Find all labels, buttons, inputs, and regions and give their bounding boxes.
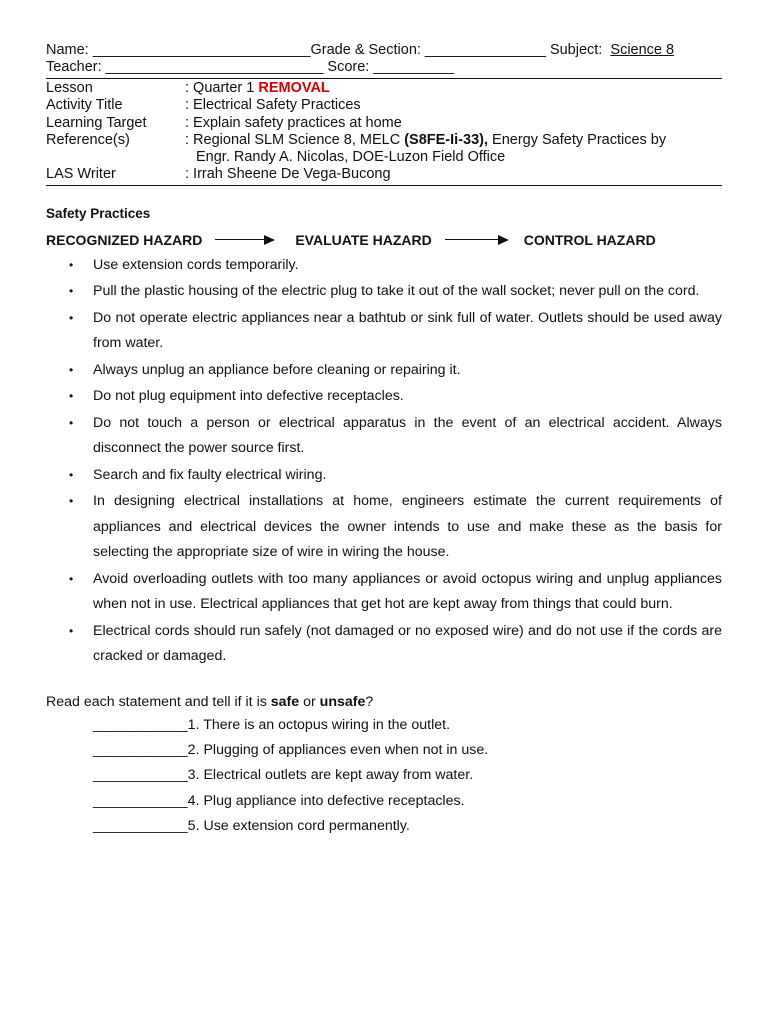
- melc-code: (S8FE-Ii-33),: [404, 131, 489, 148]
- grade-section-field[interactable]: Grade & Section: _______________: [310, 42, 546, 58]
- activity-row: [46, 97, 722, 114]
- bullet-icon: •: [69, 362, 74, 377]
- quiz-items: [93, 713, 722, 839]
- list-item: • Pull the plastic housing of the electric plug to take it out of the wall socket; never pull on the cord.: [46, 279, 722, 305]
- header-line-1: [46, 42, 722, 59]
- safety-practices-list: [46, 253, 722, 670]
- lesson-key: Lesson: [46, 80, 93, 96]
- writer-key: LAS Writer: [46, 166, 116, 183]
- list-item: • Use extension cords temporarily.: [46, 253, 722, 279]
- unsafe-word: unsafe: [319, 693, 366, 710]
- removal-label: REMOVAL: [258, 80, 330, 96]
- bullet-icon: •: [69, 257, 74, 272]
- bullet-icon: •: [69, 310, 74, 325]
- reference-key: Reference(s): [46, 131, 130, 148]
- target-key: Learning Target: [46, 114, 147, 131]
- arrow-right-icon: [215, 234, 275, 246]
- subject-label: Subject:: [549, 42, 603, 58]
- list-item: • Always unplug an appliance before cleaning or repairing it.: [46, 358, 722, 384]
- lesson-row: [46, 80, 722, 97]
- lesson-info: [46, 80, 722, 184]
- target-row: [46, 115, 722, 132]
- list-item: • Search and fix faulty electrical wiring.: [46, 463, 722, 489]
- reference-value-tail: Energy Safety Practices by: [488, 131, 667, 148]
- list-item: • Do not plug equipment into defective receptacles.: [46, 384, 722, 410]
- bullet-icon: •: [69, 467, 74, 482]
- list-item: • Do not touch a person or electrical apparatus in the event of an electrical accident. Always disconnect the power source first.: [46, 411, 722, 462]
- teacher-field[interactable]: Teacher: ___________________________: [46, 59, 324, 75]
- activity-value: : Electrical Safety Practices: [185, 97, 361, 114]
- target-value: : Explain safety practices at home: [185, 114, 402, 131]
- quiz-item[interactable]: ____________2. Plugging of appliances even when not in use.: [93, 742, 489, 759]
- list-item: • In designing electrical installations at home, engineers estimate the current requirements of appliances and electrical devices the owner intends to use and make these as the basis for selecting the appropriate size of wire in wiring the house.: [46, 489, 722, 566]
- writer-value: : Irrah Sheene De Vega-Bucong: [185, 166, 391, 183]
- bullet-icon: •: [69, 284, 74, 299]
- quiz-item[interactable]: ____________4. Plug appliance into defective receptacles.: [93, 792, 465, 809]
- reference-cont-text: Engr. Randy A. Nicolas, DOE-Luzon Field Office: [196, 149, 506, 166]
- quiz-item[interactable]: ____________1. There is an octopus wiring in the outlet.: [93, 716, 451, 733]
- flow-evaluate: EVALUATE HAZARD: [295, 231, 432, 248]
- hazard-flow: [46, 232, 722, 248]
- reference-row: [46, 132, 722, 149]
- bottom-rule: [46, 185, 722, 186]
- lesson-value: : Quarter 1: [185, 80, 259, 96]
- bullet-icon: •: [69, 415, 74, 430]
- top-rule: [46, 78, 722, 79]
- name-field[interactable]: Name: ___________________________: [46, 42, 311, 58]
- section-title: Safety Practices: [46, 205, 151, 221]
- bullet-icon: •: [69, 494, 74, 509]
- flow-control: CONTROL HAZARD: [523, 231, 656, 248]
- activity-key: Activity Title: [46, 97, 123, 114]
- writer-row: [46, 166, 722, 183]
- bullet-icon: •: [69, 571, 74, 586]
- quiz-item[interactable]: ____________3. Electrical outlets are kept away from water.: [93, 767, 474, 784]
- header-line-2: [46, 59, 722, 76]
- bullet-icon: •: [69, 623, 74, 638]
- safe-word: safe: [270, 693, 300, 710]
- quiz-instructions: Read each statement and tell if it is safe or unsafe?: [46, 693, 374, 710]
- score-field[interactable]: Score: __________: [327, 59, 454, 75]
- list-item: • Do not operate electric appliances near a bathtub or sink full of water. Outlets should be used away from water.: [46, 306, 722, 357]
- arrow-right-icon: [445, 234, 509, 246]
- reference-continued: [46, 149, 722, 166]
- list-item: • Avoid overloading outlets with too many appliances or avoid octopus wiring and unplug appliances when not in use. Electrical appliances that get hot are kept away from things that could burn.: [46, 567, 722, 618]
- flow-recognize: RECOGNIZED HAZARD: [46, 231, 203, 248]
- list-item: • Electrical cords should run safely (not damaged or no exposed wire) and do not use if the cords are cracked or damaged.: [46, 619, 722, 670]
- bullet-icon: •: [69, 389, 74, 404]
- subject-value: Science 8: [610, 42, 675, 58]
- worksheet: [46, 42, 722, 839]
- reference-value: : Regional SLM Science 8, MELC: [185, 131, 405, 148]
- quiz-item[interactable]: ____________5. Use extension cord permanently.: [93, 817, 410, 834]
